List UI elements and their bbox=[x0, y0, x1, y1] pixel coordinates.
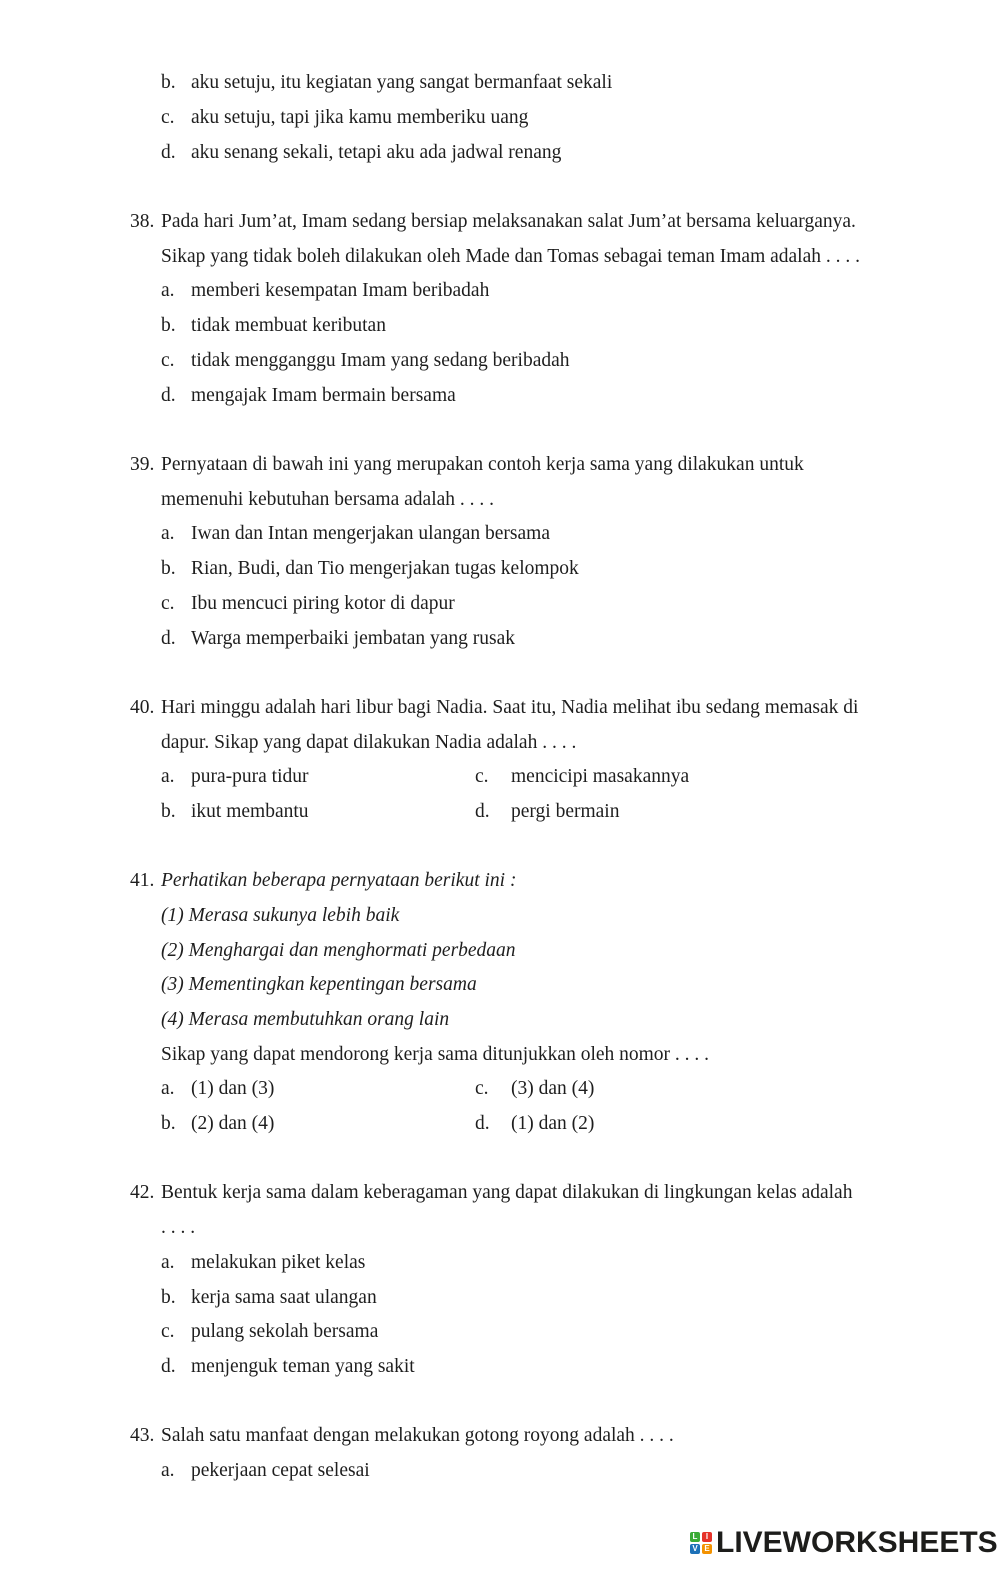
q40-number: 40. bbox=[130, 697, 155, 718]
q41-statement-3: (3) Mementingkan kepentingan bersama bbox=[161, 974, 477, 995]
q38-number: 38. bbox=[130, 211, 155, 232]
q42-option-c[interactable]: c. pulang sekolah bersama bbox=[161, 1321, 379, 1342]
q41-number: 41. bbox=[130, 870, 155, 891]
logo-text: LIVEWORKSHEETS bbox=[716, 1526, 998, 1559]
q42-text-line-2: . . . . bbox=[161, 1217, 196, 1238]
q42-option-a[interactable]: a. melakukan piket kelas bbox=[161, 1252, 366, 1273]
q40-option-b[interactable]: b. ikut membantu bbox=[161, 801, 309, 822]
q41-option-d[interactable]: d. (1) dan (2) bbox=[475, 1113, 595, 1134]
q41-option-a[interactable]: a. (1) dan (3) bbox=[161, 1078, 275, 1099]
liveworksheets-logo[interactable] bbox=[690, 1526, 998, 1560]
q37-option-d[interactable]: d. aku senang sekali, tetapi aku ada jadwal renang bbox=[161, 142, 562, 163]
logo-mark-cell: V bbox=[690, 1544, 700, 1554]
q38-option-a[interactable]: a. memberi kesempatan Imam beribadah bbox=[161, 280, 490, 301]
q41-intro: Perhatikan beberapa pernyataan berikut ini : bbox=[161, 870, 517, 891]
q37-option-c[interactable]: c. aku setuju, tapi jika kamu memberiku uang bbox=[161, 107, 529, 128]
q39-text-line-2: memenuhi kebutuhan bersama adalah . . . . bbox=[161, 489, 495, 510]
q39-option-d[interactable]: d. Warga memperbaiki jembatan yang rusak bbox=[161, 628, 516, 649]
q39-option-b[interactable]: b. Rian, Budi, dan Tio mengerjakan tugas kelompok bbox=[161, 558, 579, 579]
q41-option-b[interactable]: b. (2) dan (4) bbox=[161, 1113, 275, 1134]
q42-text-line-1: Bentuk kerja sama dalam keberagaman yang dapat dilakukan di lingkungan kelas adalah bbox=[161, 1182, 853, 1203]
q38-option-d[interactable]: d. mengajak Imam bermain bersama bbox=[161, 385, 456, 406]
q42-number: 42. bbox=[130, 1182, 155, 1203]
q38-text-line-2: Sikap yang tidak boleh dilakukan oleh Made dan Tomas sebagai teman Imam adalah . . . . bbox=[161, 246, 861, 267]
q40-option-c[interactable]: c. mencicipi masakannya bbox=[475, 766, 690, 787]
q41-option-c[interactable]: c. (3) dan (4) bbox=[475, 1078, 595, 1099]
q39-option-a[interactable]: a. Iwan dan Intan mengerjakan ulangan bersama bbox=[161, 523, 550, 544]
q37-option-b[interactable]: b. aku setuju, itu kegiatan yang sangat bermanfaat sekali bbox=[161, 72, 613, 93]
q43-number: 43. bbox=[130, 1425, 155, 1446]
q40-text-line-2: dapur. Sikap yang dapat dilakukan Nadia adalah . . . . bbox=[161, 732, 577, 753]
q42-option-d[interactable]: d. menjenguk teman yang sakit bbox=[161, 1356, 415, 1377]
q39-number: 39. bbox=[130, 454, 155, 475]
q41-question: Sikap yang dapat mendorong kerja sama ditunjukkan oleh nomor . . . . bbox=[161, 1044, 710, 1065]
q43-text-line-1: Salah satu manfaat dengan melakukan gotong royong adalah . . . . bbox=[161, 1425, 674, 1446]
logo-mark-cell: E bbox=[702, 1544, 712, 1554]
q38-text-line-1: Pada hari Jum’at, Imam sedang bersiap melaksanakan salat Jum’at bersama keluarganya. bbox=[161, 211, 856, 232]
q40-option-d[interactable]: d. pergi bermain bbox=[475, 801, 620, 822]
q42-option-b[interactable]: b. kerja sama saat ulangan bbox=[161, 1287, 377, 1308]
q39-text-line-1: Pernyataan di bawah ini yang merupakan contoh kerja sama yang dilakukan untuk bbox=[161, 454, 804, 475]
logo-mark-cell: I bbox=[702, 1532, 712, 1542]
q38-option-b[interactable]: b. tidak membuat keributan bbox=[161, 315, 386, 336]
q41-statement-1: (1) Merasa sukunya lebih baik bbox=[161, 905, 400, 926]
q41-statement-4: (4) Merasa membutuhkan orang lain bbox=[161, 1009, 450, 1030]
q40-text-line-1: Hari minggu adalah hari libur bagi Nadia. Saat itu, Nadia melihat ibu sedang memasak di bbox=[161, 697, 859, 718]
q39-option-c[interactable]: c. Ibu mencuci piring kotor di dapur bbox=[161, 593, 455, 614]
logo-mark-cell: L bbox=[690, 1532, 700, 1542]
q43-option-a[interactable]: a. pekerjaan cepat selesai bbox=[161, 1460, 370, 1481]
logo-mark-icon bbox=[690, 1532, 712, 1554]
q40-option-a[interactable]: a. pura-pura tidur bbox=[161, 766, 309, 787]
q38-option-c[interactable]: c. tidak mengganggu Imam yang sedang beribadah bbox=[161, 350, 570, 371]
q41-statement-2: (2) Menghargai dan menghormati perbedaan bbox=[161, 940, 516, 961]
